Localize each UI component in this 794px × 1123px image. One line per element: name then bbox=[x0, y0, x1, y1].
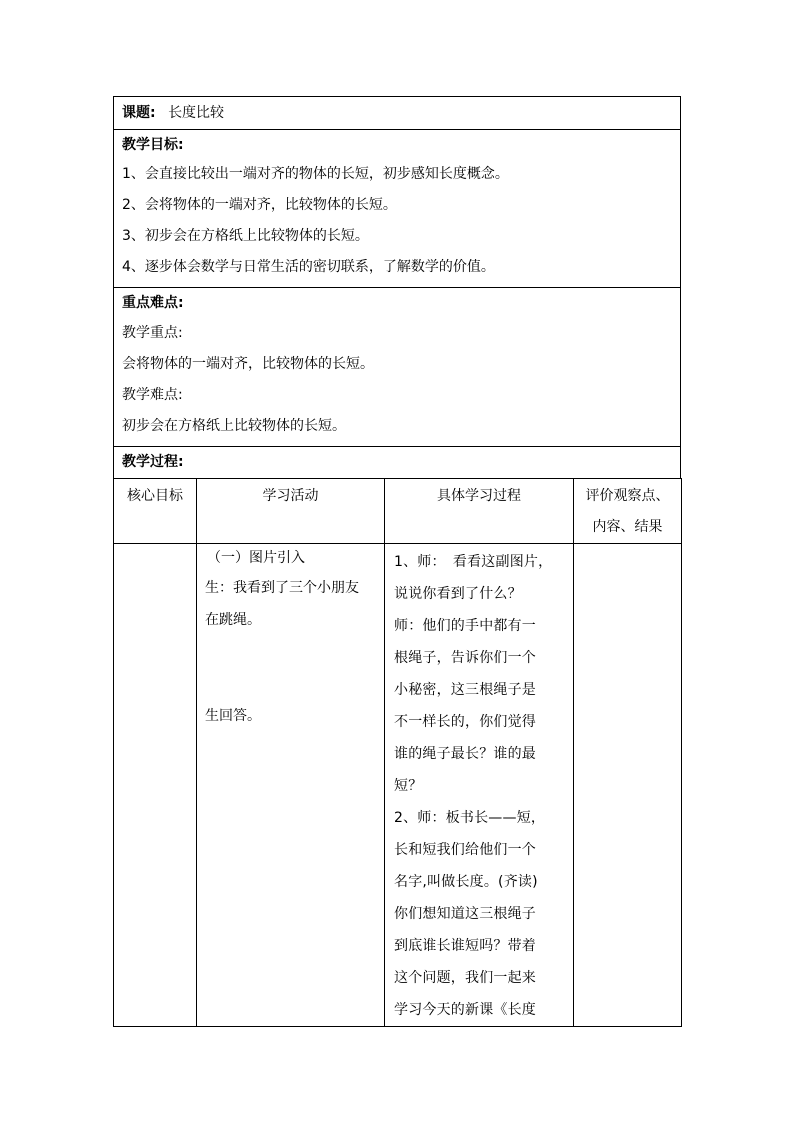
activity-line: 生回答。 bbox=[205, 708, 261, 724]
column-header bbox=[574, 479, 682, 544]
difficulty-text: 初步会在方格纸上比较物体的长短。 bbox=[122, 418, 346, 434]
lesson-plan-sheet bbox=[113, 96, 681, 1027]
column-header: 核心目标 bbox=[114, 479, 197, 544]
column-header: 具体学习过程 bbox=[385, 479, 574, 544]
column-header-line: 评价观察点、 bbox=[585, 488, 670, 504]
key-text: 会将物体的一端对齐，比较物体的长短。 bbox=[122, 356, 374, 372]
column-header-line: 内容、结果 bbox=[592, 519, 663, 535]
process-table-header bbox=[114, 479, 682, 544]
keypoints-heading: 重点难点: bbox=[122, 295, 184, 311]
lesson-title-label: 课题: bbox=[122, 105, 156, 121]
objectives-heading: 教学目标: bbox=[122, 137, 184, 153]
objective-item: 4、逐步体会数学与日常生活的密切联系，了解数学的价值。 bbox=[122, 259, 495, 275]
detail-line: 师：他们的手中都有一 bbox=[394, 618, 536, 634]
detail-line: 学习今天的新课《长度 bbox=[394, 1002, 536, 1018]
detail-cell bbox=[385, 544, 574, 1027]
objective-item: 2、会将物体的一端对齐，比较物体的长短。 bbox=[122, 197, 397, 213]
keypoints-section bbox=[113, 287, 681, 446]
detail-line: 2、师：板书长——短， bbox=[394, 810, 546, 826]
process-table-row bbox=[114, 544, 682, 1027]
lesson-title-row bbox=[113, 96, 681, 129]
objectives-section bbox=[113, 129, 681, 287]
difficulty-label: 教学难点: bbox=[122, 387, 183, 403]
activity-section-title: （一）图片引入 bbox=[207, 550, 305, 566]
detail-line: 说说你看到了什么？ bbox=[394, 586, 522, 602]
activity-line: 生：我看到了三个小朋友 bbox=[205, 580, 359, 596]
process-heading: 教学过程: bbox=[122, 454, 184, 470]
activity-line: 在跳绳。 bbox=[205, 612, 261, 628]
detail-line: 根绳子，告诉你们一个 bbox=[394, 650, 536, 666]
detail-line: 到底谁长谁短吗？带着 bbox=[394, 938, 536, 954]
detail-line: 小秘密，这三根绳子是 bbox=[394, 682, 536, 698]
objective-item: 1、会直接比较出一端对齐的物体的长短，初步感知长度概念。 bbox=[122, 166, 509, 182]
detail-line: 不一样长的，你们觉得 bbox=[394, 714, 536, 730]
process-table bbox=[113, 478, 682, 1027]
detail-line: 长和短我们给他们一个 bbox=[394, 842, 536, 858]
detail-lines bbox=[385, 544, 573, 1026]
detail-line: 短？ bbox=[394, 778, 423, 794]
activity-cell bbox=[197, 544, 385, 1027]
detail-line: 1、师： 看看这副图片， bbox=[394, 554, 553, 570]
process-heading-row bbox=[113, 446, 681, 478]
column-header: 学习活动 bbox=[197, 479, 385, 544]
objective-item: 3、初步会在方格纸上比较物体的长短。 bbox=[122, 228, 369, 244]
core-goal-cell bbox=[114, 544, 197, 1027]
detail-line: 这个问题，我们一起来 bbox=[394, 970, 536, 986]
evaluation-cell bbox=[574, 544, 682, 1027]
detail-line: 谁的绳子最长？谁的最 bbox=[394, 746, 536, 762]
key-label: 教学重点: bbox=[122, 325, 183, 341]
lesson-title-value: 长度比较 bbox=[168, 105, 225, 121]
detail-line: 名字,叫做长度。(齐读) bbox=[394, 874, 538, 890]
detail-line: 你们想知道这三根绳子 bbox=[394, 906, 536, 922]
